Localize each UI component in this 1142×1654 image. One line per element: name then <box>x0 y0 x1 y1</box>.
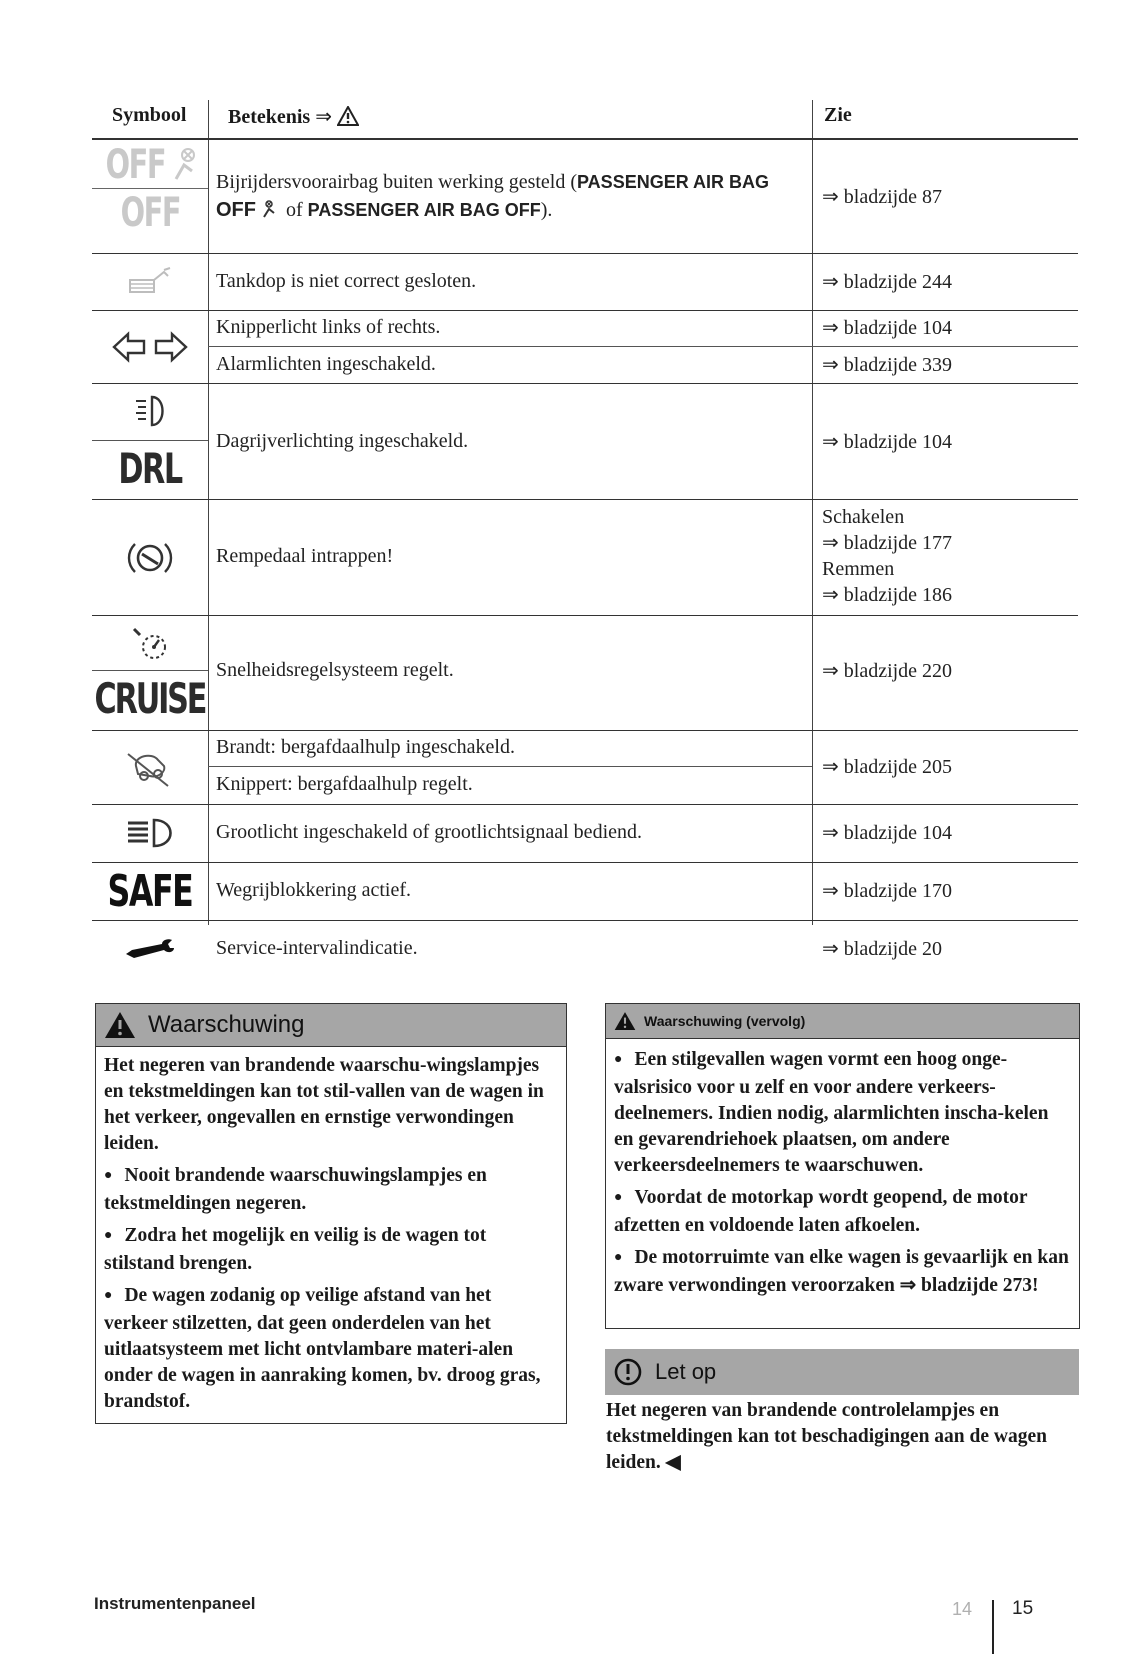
turn-signal-icon <box>92 312 208 382</box>
row-divider <box>208 346 1078 347</box>
row-meaning-safe: Wegrijblokkering actief. <box>216 879 411 901</box>
warning-continued-body <box>606 1039 1079 1311</box>
row-meaning-drl: Dagrijverlichting ingeschakeld. <box>216 430 469 452</box>
note-header <box>605 1349 1079 1395</box>
hill-descent-icon <box>92 732 208 804</box>
row-divider <box>92 253 1078 254</box>
warning-title: Waarschuwing <box>148 1011 305 1038</box>
warning-bullet: ● De motorruimte van elke wagen is gevaarlijk en kan zware verwondingen veroorzaken ⇒ bladzijde 273! <box>614 1245 1071 1299</box>
divider <box>92 440 208 441</box>
warning-intro: Het negeren van brandende waarschu-wingslampjes en tekstmeldingen kan tot stil-vallen van de wagen in het verkeer, ongevallen en ernstige verwondingen leiden. <box>104 1055 544 1154</box>
high-beam-icon <box>92 806 208 860</box>
fuel-cap-icon <box>92 255 208 310</box>
footer-section-title: Instrumentenpaneel <box>94 1594 256 1613</box>
warning-bullet: ● Een stilgevallen wagen vormt een hoog onge-valsrisico voor u zelf en voor andere verkeers-deelnemers. Indien nodig, alarmlichten inscha-kelen en gevarendriehoek plaatsen, om andere verkeersdeelnemers te waarschuwen. <box>614 1047 1071 1179</box>
warning-continued-title: Waarschuwing (vervolg) <box>644 1013 806 1029</box>
row-divider <box>92 615 1078 616</box>
wrench-icon <box>92 922 208 974</box>
row-meaning-service: Service-intervalindicatie. <box>216 937 418 959</box>
passenger-airbag-off-icon: OFF <box>92 142 208 188</box>
row-see-hill-descent: ⇒ bladzijde 205 <box>822 756 953 778</box>
speedometer-icon <box>92 616 208 670</box>
divider <box>208 100 209 140</box>
header-rule <box>92 138 1078 140</box>
airbag-off-text: OFF <box>120 190 180 236</box>
warning-continued-box <box>605 1003 1080 1329</box>
row-divider <box>92 383 1078 384</box>
header-see: Zie <box>824 104 852 126</box>
row-meaning-hazard: Alarmlichten ingeschakeld. <box>216 353 436 375</box>
note-title: Let op <box>655 1359 717 1384</box>
row-divider <box>92 499 1078 500</box>
row-meaning-turn-signal: Knipperlicht links of rechts. <box>216 316 441 338</box>
row-see-safe: ⇒ bladzijde 170 <box>822 880 953 902</box>
passenger-airbag-small-icon <box>261 200 281 218</box>
row-divider <box>92 862 1078 863</box>
row-divider <box>92 920 1078 921</box>
row-divider <box>92 310 1078 311</box>
end-of-section-marker: ◀ <box>665 1452 681 1473</box>
warning-triangle-icon <box>104 1011 136 1039</box>
row-divider <box>92 730 1078 731</box>
row-meaning-tank: Tankdop is niet correct gesloten. <box>216 270 477 292</box>
row-see-brake: Schakelen ⇒ bladzijde 177 Remmen ⇒ bladzijde 186 <box>822 506 953 606</box>
row-meaning-hill-descent-blink: Knippert: bergafdaalhulp regelt. <box>216 773 473 795</box>
warning-bullet: ● Zodra het mogelijk en veilig is de wagen tot stilstand brengen. <box>104 1223 558 1277</box>
safe-text: SAFE <box>107 865 193 917</box>
page-number-right: 15 <box>1012 1598 1034 1619</box>
row-see-service: ⇒ bladzijde 20 <box>822 938 943 960</box>
note-body: Het negeren van brandende controlelampjes en tekstmeldingen kan tot beschadigingen aan de wagen leiden. ◀ <box>606 1400 1047 1473</box>
drl-text: DRL <box>118 443 182 493</box>
caution-circle-icon <box>613 1357 643 1387</box>
warning-triangle-icon <box>337 106 359 126</box>
warning-bullet: ● De wagen zodanig op veilige afstand van het verkeer stilzetten, dat geen onderdelen van het uitlaatsysteem met licht ontvlambare materi-alen onder de wagen in aanraking komen, bv. droog gras, brandstof. <box>104 1283 558 1415</box>
divider <box>812 100 813 140</box>
warning-box <box>95 1003 567 1424</box>
divider <box>812 140 813 925</box>
row-see-cruise: ⇒ bladzijde 220 <box>822 660 953 682</box>
row-meaning-hill-descent-on: Brandt: bergafdaalhulp ingeschakeld. <box>216 736 515 758</box>
row-divider <box>92 804 1078 805</box>
row-see-turn-signal: ⇒ bladzijde 104 <box>822 317 953 339</box>
brake-pedal-icon <box>92 500 208 615</box>
header-meaning: Betekenis ⇒ <box>228 104 359 129</box>
row-see-tank: ⇒ bladzijde 244 <box>822 271 953 293</box>
row-see-drl: ⇒ bladzijde 104 <box>822 431 953 453</box>
table-header <box>92 100 1078 140</box>
warning-header <box>96 1004 566 1047</box>
page-number-left: 14 <box>952 1599 973 1619</box>
warning-continued-header <box>606 1004 1079 1039</box>
page-separator <box>992 1600 994 1654</box>
cruise-text: CRUISE <box>94 673 206 723</box>
row-see-airbag: ⇒ bladzijde 87 <box>822 186 943 208</box>
daytime-lights-icon <box>92 386 208 436</box>
row-meaning-airbag: Bijrijdersvoorairbag buiten werking gesteld (PASSENGER AIR BAG OFF of PASSENGER AIR BAG OFF). <box>216 171 770 221</box>
divider <box>208 140 209 925</box>
row-divider <box>208 766 812 767</box>
header-symbol: Symbool <box>112 104 187 126</box>
row-see-hazard: ⇒ bladzijde 339 <box>822 354 953 376</box>
warning-triangle-icon <box>614 1011 636 1031</box>
divider <box>92 670 208 671</box>
row-meaning-brake: Rempedaal intrappen! <box>216 545 394 567</box>
row-see-high-beam: ⇒ bladzijde 104 <box>822 822 953 844</box>
row-meaning-cruise: Snelheidsregelsysteem regelt. <box>216 659 454 681</box>
divider <box>92 188 208 189</box>
warning-bullet: ● Voordat de motorkap wordt geopend, de motor afzetten en voldoende laten afkoelen. <box>614 1185 1071 1239</box>
warning-bullet: ● Nooit brandende waarschuwingslampjes en tekstmeldingen negeren. <box>104 1163 558 1217</box>
row-meaning-high-beam: Grootlicht ingeschakeld of grootlichtsignaal bediend. <box>216 821 642 843</box>
warning-body <box>96 1047 566 1427</box>
